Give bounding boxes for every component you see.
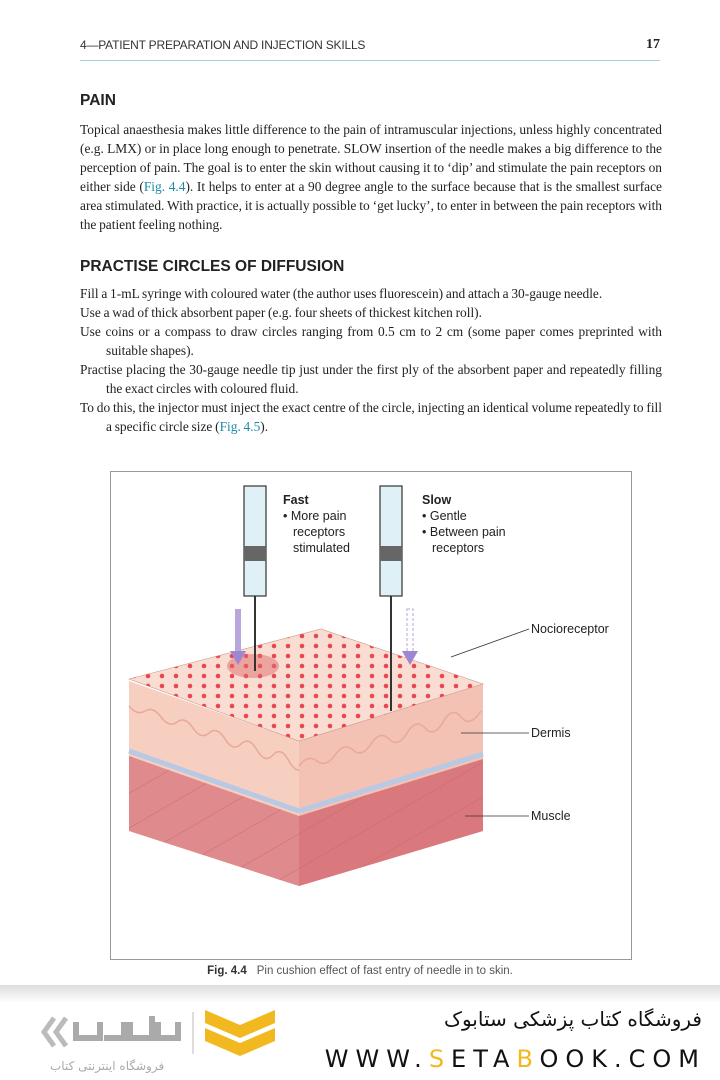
list-item: Practise placing the 30-gauge needle tip just under the first ply of the absorbent paper and repeatedly filling the exact circles with coloured fluid. [80,362,662,396]
fast-bullet-text: More pain receptors stimulated [290,509,350,555]
running-header: 4—PATIENT PREPARATION AND INJECTION SKILLS [80,38,366,52]
slow-title: Slow [422,493,452,507]
list-item: Use coins or a compass to draw circles ranging from 0.5 cm to 2 cm (some paper comes preprinted with suitable shapes). [80,324,662,358]
caption-number: Fig. 4.4 [207,965,247,977]
figure-4-4 [110,471,632,960]
paragraph-text: ). It helps to enter at a 90 degree angle to the surface because that is the smallest surface area stimulated. With practice, it is actually possible to ‘get lucky’, to enter in between the pain receptors with the patient feeling nothing. [80,179,663,232]
nocioreceptor-label: Nocioreceptor [531,622,609,636]
list-item [80,398,662,436]
dermis-label: Dermis [531,726,571,740]
page-number: 17 [646,37,660,52]
section-heading-diffusion: PRACTISE CIRCLES OF DIFFUSION [80,258,345,275]
slow-label [422,492,552,556]
fig-4-5-link[interactable]: Fig. 4.5 [219,419,261,434]
fast-syringe [230,486,266,671]
paragraph-text: Topical anaesthesia makes little difference to the pain of intramuscular injections, unless highly concentrated (e.g. LMX) or in place long enough to penetrate. SLOW insertion of the needle makes a big difference to the perception of pain. The goal is to enter the skin without causing it to ‘dip’ and stimulate the pain receptors on either side ( [80,122,662,194]
slow-bullet-text: Between pain receptors [429,525,506,555]
url-part: WWW. [324,1045,429,1073]
url-part: B [516,1045,540,1073]
fig-4-4-link[interactable]: Fig. 4.4 [143,179,186,194]
slow-bullet: • Between pain receptors [422,525,506,555]
fast-label [283,492,378,556]
list-item: Use a wad of thick absorbent paper (e.g. four sheets of thickest kitchen roll). [80,305,482,320]
caption-text: Pin cushion effect of fast entry of needle in to skin. [256,965,513,977]
url-part: ETA [451,1045,517,1073]
list-item-text: ). [260,419,269,434]
url-part: OOK.COM [539,1045,706,1073]
muscle-label: Muscle [531,809,571,823]
header-rule [80,60,660,61]
store-name: فروشگاه کتاب پزشکی ستابوک [444,1007,702,1031]
store-url[interactable] [325,1044,706,1074]
fast-title: Fast [283,493,309,507]
figure-caption [0,965,720,977]
pain-paragraph [80,120,662,234]
list-item: Fill a 1-mL syringe with coloured water (the author uses fluorescein) and attach a 30-gauge needle. [80,286,603,301]
logo-icon [40,1008,280,1056]
page-shadow [0,985,720,1003]
fast-bullet: • More pain receptors stimulated [283,509,350,555]
slow-bullet-text: Gentle [429,509,467,523]
setabook-logo [40,1008,280,1061]
section-heading-pain: PAIN [80,92,116,109]
url-part: S [428,1045,452,1073]
diffusion-list [80,284,662,436]
list-item-text: To do this, the injector must inject the exact centre of the circle, injecting an identical volume repeatedly to fill a specific circle size ( [80,400,662,434]
slow-bullet: • Gentle [422,509,467,523]
logo-subtitle: فروشگاه اینترنتی کتاب [50,1059,165,1073]
